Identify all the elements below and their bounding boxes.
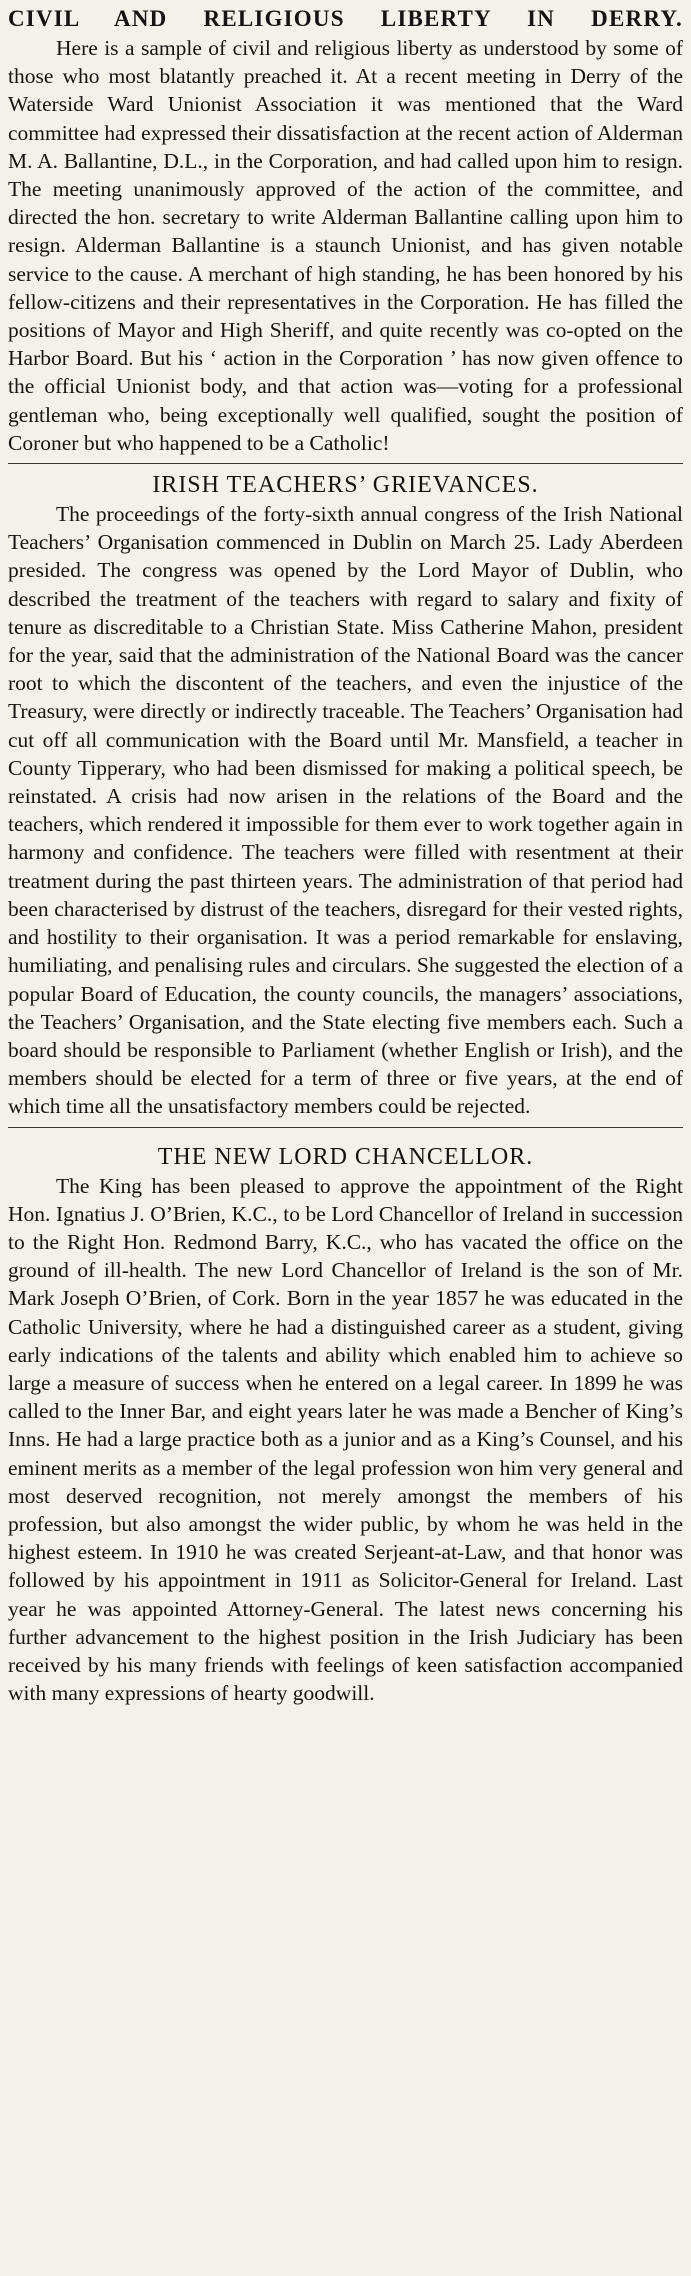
- article-body: The King has been pleased to approve the appointment of the Right Hon. Ignatius J. O’Brien, K.C., to be Lord Chancellor of Ireland in succession to the Right Hon. Redmond Barry, K.C., who has vacated the office on the ground of ill-health. The new Lord Chancellor of Ireland is the son of Mr. Mark Joseph O’Brien, of Cork. Born in the year 1857 he was educated in the Catholic University, where he had a distinguished career as a student, giving early indications of the talents and ability which enabled him to achieve so large a measure of success when he entered on a legal career. In 1899 he was called to the Inner Bar, and eight years later he was made a Bencher of King’s Inns. He had a large practice both as a junior and as a King’s Counsel, and his eminent merits as a member of the legal profession won him very general and most deserved recognition, not merely amongst the members of his profession, but also amongst the wider public, by whom he was held in the highest esteem. In 1910 he was created Serjeant-at-Law, and that honor was followed by his appointment in 1911 as Solicitor-General for Ireland. Last year he was appointed Attorney-General. The latest news concerning his further advancement to the highest position in the Irish Judiciary has been received by his many friends with feelings of keen satisfaction accompanied with many expressions of hearty goodwill.: [8, 1173, 683, 1706]
- article-teachers-grievances: [8, 470, 683, 1120]
- article-civil-liberty: [8, 4, 683, 457]
- article-headline: IRISH TEACHERS’ GRIEVANCES.: [152, 472, 539, 499]
- newspaper-column: [8, 4, 683, 1707]
- article-headline: CIVIL AND RELIGIOUS LIBERTY IN DERRY.: [8, 6, 683, 31]
- article-lord-chancellor: [8, 1142, 683, 1708]
- article-body: Here is a sample of civil and religious liberty as understood by some of those who most blatantly preached it. At a recent meeting in Derry of the Waterside Ward Unionist Association it was mentioned that the Ward committee had expressed their dissatisfaction at the recent action of Alderman M. A. Ballantine, D.L., in the Corporation, and had called upon him to resign. The meeting unanimously approved of the action of the committee, and directed the hon. secretary to write Alderman Ballantine calling upon him to resign. Alderman Ballantine is a staunch Unionist, and has given notable service to the cause. A merchant of high standing, he has been honored by his fellow-citizens and their representatives in the Corporation. He has filled the positions of Mayor and High Sheriff, and quite recently was co-opted on the Harbor Board. But his ‘ action in the Corporation ’ has now given offence to the official Unionist body, and that action was—voting for a professional gentleman who, being exceptionally well qualified, sought the position of Coroner but who happened to be a Catholic!: [8, 36, 683, 455]
- column-rule: [8, 463, 683, 464]
- article-headline: THE NEW LORD CHANCELLOR.: [157, 1143, 534, 1170]
- article-body: The proceedings of the forty-sixth annual congress of the Irish National Teachers’ Organisation commenced in Dublin on March 25. Lady Aberdeen presided. The congress was opened by the Lord Mayor of Dublin, who described the treatment of the teachers with regard to salary and fixity of tenure as discreditable to a Christian State. Miss Catherine Mahon, president for the year, said that the administration of the National Board was the cancer root to which the discontent of the teachers, and even the injustice of the Treasury, were directly or indirectly traceable. The Teachers’ Organisation had cut off all communication with the Board until Mr. Mansfield, a teacher in County Tipperary, who had been dismissed for making a political speech, be reinstated. A crisis had now arisen in the relations of the Board and the teachers, which rendered it impossible for them ever to work together again in harmony and confidence. The teachers were filled with resentment at their treatment during the past thirteen years. The administration of that period had been characterised by distrust of the teachers, disregard for their vested rights, and hostility to their organisation. It was a period remarkable for enslaving, humiliating, and penalising rules and circulars. She suggested the election of a popular Board of Education, the county councils, the managers’ associations, the Teachers’ Organisation, and the State electing five members each. Such a board should be responsible to Parliament (whether English or Irish), and the members should be elected for a term of three or five years, at the end of which time all the unsatisfactory members could be rejected.: [8, 502, 683, 1119]
- column-rule: [8, 1127, 683, 1128]
